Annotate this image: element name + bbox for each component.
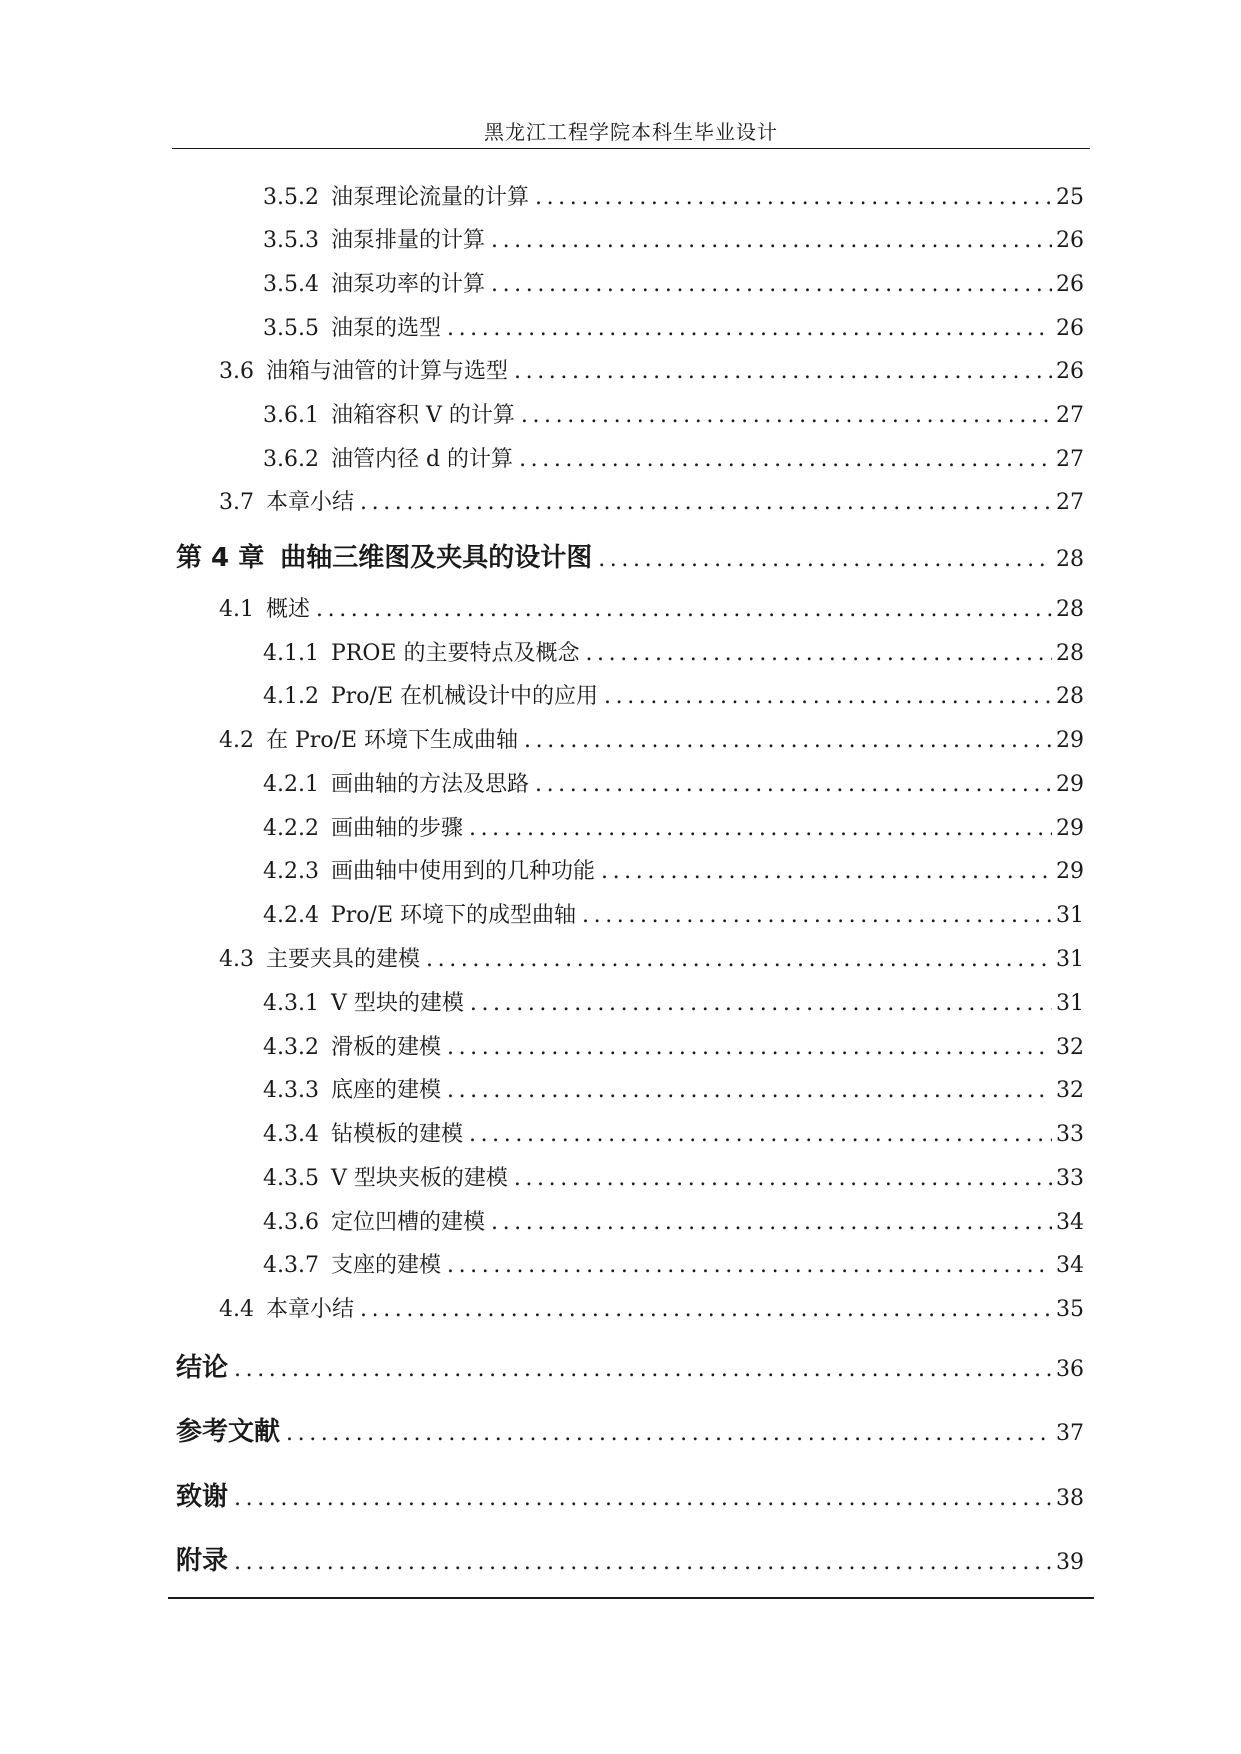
toc-entry-title: 本章小结 <box>266 490 355 515</box>
toc-entry[interactable] <box>263 398 1084 429</box>
toc-entry[interactable] <box>263 223 1084 254</box>
toc-entry[interactable] <box>263 679 1084 710</box>
toc-entry-title: Pro/E 环境下的成型曲轴 <box>330 903 577 928</box>
toc-dot-leader <box>469 1122 1052 1147</box>
toc-entry-page-number: 38 <box>1056 1486 1084 1511</box>
toc-dot-leader <box>535 772 1052 797</box>
toc-entry-title: 钻模板的建模 <box>330 1122 463 1147</box>
toc-dot-leader <box>447 316 1052 341</box>
toc-dot-leader <box>491 228 1052 253</box>
toc-entry-number: 3.7 <box>219 490 254 515</box>
toc-entry-page-number: 35 <box>1056 1297 1084 1322</box>
toc-entry[interactable] <box>263 898 1084 929</box>
toc-entry-title: 在 Pro/E 环境下生成曲轴 <box>266 728 519 753</box>
toc-entry[interactable] <box>219 485 1084 516</box>
toc-entry-page-number: 34 <box>1056 1210 1084 1235</box>
toc-entry-page-number: 31 <box>1056 903 1084 928</box>
toc-dot-leader <box>535 185 1052 210</box>
footer-rule <box>168 1597 1094 1599</box>
toc-dot-leader <box>601 859 1052 884</box>
toc-dot-leader <box>519 447 1052 472</box>
toc-entry-page-number: 29 <box>1056 816 1084 841</box>
toc-entry-title: 概述 <box>266 597 311 622</box>
toc-entry[interactable] <box>263 267 1084 298</box>
toc-entry-number: 3.5.2 <box>263 185 319 210</box>
toc-entry-page-number: 26 <box>1056 228 1084 253</box>
toc-entry[interactable] <box>176 1347 1084 1384</box>
toc-entry[interactable] <box>263 180 1084 211</box>
toc-entry-number: 3.5.4 <box>263 272 319 297</box>
toc-entry-title: 油泵排量的计算 <box>330 228 485 253</box>
toc-entry-page-number: 31 <box>1056 947 1084 972</box>
toc-entry[interactable] <box>263 767 1084 798</box>
toc-entry-number: 4.2.3 <box>263 859 319 884</box>
toc-dot-leader <box>360 490 1052 515</box>
toc-entry-title: 油泵功率的计算 <box>330 272 485 297</box>
toc-dot-leader <box>604 684 1052 709</box>
toc-entry-title: 支座的建模 <box>330 1253 441 1278</box>
toc-entry[interactable] <box>176 1411 1084 1448</box>
toc-entry-title: V 型块夹板的建模 <box>330 1166 508 1191</box>
toc-entry-page-number: 32 <box>1056 1078 1084 1103</box>
toc-entry[interactable] <box>263 854 1084 885</box>
toc-dot-leader <box>469 816 1052 841</box>
toc-dot-leader <box>524 728 1052 753</box>
toc-entry[interactable] <box>263 442 1084 473</box>
toc-entry-number: 4.1 <box>219 597 254 622</box>
toc-entry[interactable] <box>176 537 1084 574</box>
toc-dot-leader <box>234 1486 1052 1511</box>
toc-entry-title: 滑板的建模 <box>330 1035 441 1060</box>
toc-entry[interactable] <box>263 1205 1084 1236</box>
toc-dot-leader <box>514 1166 1052 1191</box>
toc-entry-number: 4.2.2 <box>263 816 319 841</box>
toc-entry-page-number: 29 <box>1056 859 1084 884</box>
toc-dot-leader <box>447 1253 1052 1278</box>
toc-entry-page-number: 27 <box>1056 403 1084 428</box>
toc-entry-number: 4.2.1 <box>263 772 319 797</box>
toc-entry-number: 4.3.3 <box>263 1078 319 1103</box>
toc-entry-number: 4.2.4 <box>263 903 319 928</box>
toc-entry[interactable] <box>176 1476 1084 1513</box>
toc-entry-page-number: 27 <box>1056 490 1084 515</box>
toc-entry-title: 油泵的选型 <box>330 316 441 341</box>
toc-entry-title: 附录 <box>176 1546 229 1576</box>
toc-entry-title: 主要夹具的建模 <box>266 947 421 972</box>
toc-entry-page-number: 28 <box>1056 684 1084 709</box>
toc-entry-number: 3.6 <box>219 359 254 384</box>
toc-entry-number: 4.1.2 <box>263 684 319 709</box>
toc-entry-title: 画曲轴的方法及思路 <box>330 772 529 797</box>
toc-entry[interactable] <box>219 1292 1084 1323</box>
page-header-title: 黑龙江工程学院本科生毕业设计 <box>484 120 778 144</box>
toc-entry-title: 底座的建模 <box>330 1078 441 1103</box>
toc-entry-page-number: 36 <box>1056 1357 1084 1382</box>
toc-entry-title: 油箱与油管的计算与选型 <box>266 359 509 384</box>
toc-entry-number: 3.6.1 <box>263 403 319 428</box>
toc-entry-number: 4.3.2 <box>263 1035 319 1060</box>
toc-dot-leader <box>286 1421 1052 1446</box>
toc-entry[interactable] <box>219 592 1084 623</box>
toc-entry-number: 4.3.1 <box>263 991 319 1016</box>
toc-dot-leader <box>360 1297 1052 1322</box>
toc-entry-title: 油管内径 d 的计算 <box>330 447 514 472</box>
toc-dot-leader <box>491 272 1052 297</box>
toc-entry[interactable] <box>263 811 1084 842</box>
toc-entry[interactable] <box>263 311 1084 342</box>
toc-entry[interactable] <box>263 1030 1084 1061</box>
toc-entry-number: 4.3.4 <box>263 1122 319 1147</box>
toc-entry-title: 画曲轴的步骤 <box>330 816 463 841</box>
toc-dot-leader <box>585 641 1052 666</box>
toc-dot-leader <box>234 1550 1052 1575</box>
toc-entry-title: 致谢 <box>176 1482 229 1512</box>
toc-entry-title: 曲轴三维图及夹具的设计图 <box>280 543 593 573</box>
toc-dot-leader <box>521 403 1052 428</box>
toc-dot-leader <box>447 1078 1052 1103</box>
toc-dot-leader <box>447 1035 1052 1060</box>
toc-entry-title: 油泵理论流量的计算 <box>330 185 529 210</box>
toc-entry-number: 4.3.6 <box>263 1210 319 1235</box>
toc-entry[interactable] <box>263 1161 1084 1192</box>
toc-dot-leader <box>582 903 1052 928</box>
toc-entry-number: 3.5.5 <box>263 316 319 341</box>
toc-entry-number: 4.3 <box>219 947 254 972</box>
toc-entry-page-number: 29 <box>1056 772 1084 797</box>
toc-entry-page-number: 31 <box>1056 991 1084 1016</box>
toc-entry-page-number: 25 <box>1056 185 1084 210</box>
toc-entry[interactable] <box>263 1248 1084 1279</box>
toc-entry[interactable] <box>263 1117 1084 1148</box>
toc-entry[interactable] <box>263 986 1084 1017</box>
toc-entry-title: Pro/E 在机械设计中的应用 <box>330 684 599 709</box>
toc-entry-page-number: 32 <box>1056 1035 1084 1060</box>
toc-entry-title: PROE 的主要特点及概念 <box>330 641 580 666</box>
toc-entry-number: 4.1.1 <box>263 641 319 666</box>
toc-entry-number: 4.3.5 <box>263 1166 319 1191</box>
toc-entry-page-number: 28 <box>1056 597 1084 622</box>
toc-entry-number: 3.6.2 <box>263 447 319 472</box>
toc-entry-page-number: 28 <box>1056 641 1084 666</box>
toc-entry-page-number: 26 <box>1056 359 1084 384</box>
toc-entry-page-number: 26 <box>1056 316 1084 341</box>
toc-entry[interactable] <box>219 942 1084 973</box>
toc-entry-page-number: 33 <box>1056 1166 1084 1191</box>
toc-entry[interactable] <box>219 354 1084 385</box>
toc-entry-number: 4.4 <box>219 1297 254 1322</box>
toc-entry-number: 4.3.7 <box>263 1253 319 1278</box>
toc-entry-page-number: 37 <box>1056 1421 1084 1446</box>
toc-entry-title: 结论 <box>176 1353 229 1383</box>
toc-entry[interactable] <box>263 636 1084 667</box>
toc-dot-leader <box>316 597 1052 622</box>
toc-dot-leader <box>470 991 1052 1016</box>
toc-entry-title: 定位凹槽的建模 <box>330 1210 485 1235</box>
toc-entry-page-number: 27 <box>1056 447 1084 472</box>
toc-entry[interactable] <box>219 723 1084 754</box>
toc-entry-title: 画曲轴中使用到的几种功能 <box>330 859 595 884</box>
toc-entry-page-number: 26 <box>1056 272 1084 297</box>
toc-entry[interactable] <box>176 1540 1084 1577</box>
toc-entry-page-number: 33 <box>1056 1122 1084 1147</box>
toc-entry-title: V 型块的建模 <box>330 991 464 1016</box>
toc-entry-title: 本章小结 <box>266 1297 355 1322</box>
toc-dot-leader <box>426 947 1052 972</box>
toc-entry[interactable] <box>263 1073 1084 1104</box>
toc-entry-page-number: 34 <box>1056 1253 1084 1278</box>
toc-entry-title: 油箱容积 V 的计算 <box>330 403 515 428</box>
toc-dot-leader <box>514 359 1052 384</box>
toc-entry-page-number: 28 <box>1056 547 1084 572</box>
toc-dot-leader <box>234 1357 1052 1382</box>
toc-dot-leader <box>491 1210 1052 1235</box>
toc-entry-page-number: 39 <box>1056 1550 1084 1575</box>
toc-entry-page-number: 29 <box>1056 728 1084 753</box>
toc-entry-number: 第 4 章 <box>176 543 265 573</box>
toc-dot-leader <box>598 547 1052 572</box>
toc-entry-number: 4.2 <box>219 728 254 753</box>
toc-entry-number: 3.5.3 <box>263 228 319 253</box>
toc-entry-title: 参考文献 <box>176 1417 281 1447</box>
